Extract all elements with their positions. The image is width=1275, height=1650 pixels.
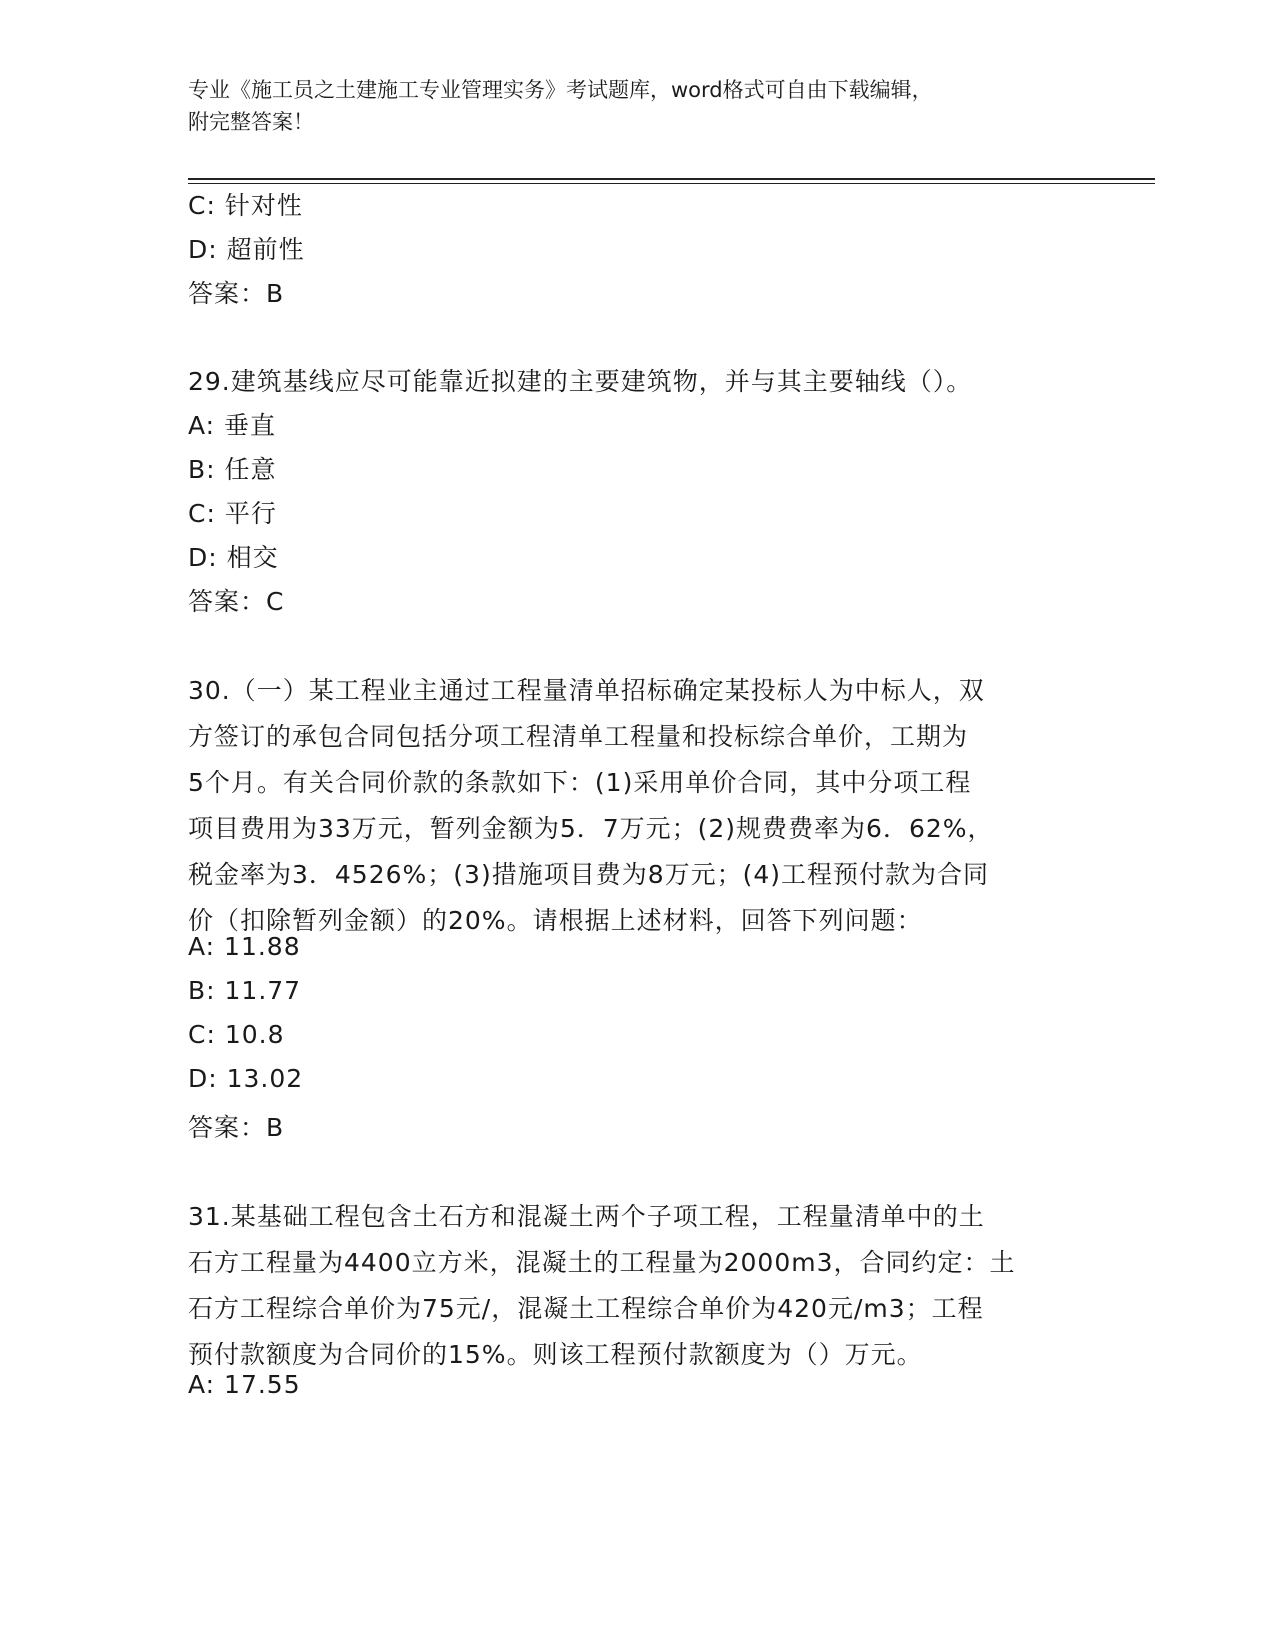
q31-stem-line: 石方工程量为4400立方米，混凝土的工程量为2000m3，合同约定：土 xyxy=(188,1248,1016,1277)
q29-option-a: A: 垂直 xyxy=(188,411,277,440)
q28-option-d: D: 超前性 xyxy=(188,235,305,264)
page-header xyxy=(188,74,1068,138)
header-divider xyxy=(188,178,1155,180)
q30-stem-line: 项目费用为33万元，暂列金额为5．7万元；(2)规费费率为6．62%， xyxy=(188,814,994,843)
q31-stem-line: 预付款额度为合同价的15%。则该工程预付款额度为（）万元。 xyxy=(188,1340,923,1369)
q30-stem-line: 税金率为3．4526%；(3)措施项目费为8万元；(4)工程预付款为合同 xyxy=(188,860,990,889)
q29-answer: 答案：C xyxy=(188,587,285,616)
q29-stem: 29.建筑基线应尽可能靠近拟建的主要建筑物，并与其主要轴线（）。 xyxy=(188,367,973,396)
q30-stem-line: 价（扣除暂列金额）的20%。请根据上述材料，回答下列问题： xyxy=(188,906,923,935)
q30-option-a: A: 11.88 xyxy=(188,932,301,961)
q30-stem-line: 5个月。有关合同价款的条款如下：(1)采用单价合同，其中分项工程 xyxy=(188,768,972,797)
q31-option-a: A: 17.55 xyxy=(188,1370,301,1399)
q30-option-d: D: 13.02 xyxy=(188,1064,304,1093)
q30-answer: 答案：B xyxy=(188,1113,285,1142)
q28-answer: 答案：B xyxy=(188,279,285,308)
q30-option-c: C: 10.8 xyxy=(188,1020,285,1049)
header-line-1: 专业《施工员之土建施工专业管理实务》考试题库，word格式可自由下载编辑， xyxy=(188,78,933,102)
header-line-2: 附完整答案！ xyxy=(188,110,314,134)
q30-stem-line: 方签订的承包合同包括分项工程清单工程量和投标综合单价，工期为 xyxy=(188,722,969,751)
q30-stem xyxy=(188,668,1088,944)
q30-stem-line: 30.（一）某工程业主通过工程量清单招标确定某投标人为中标人，双 xyxy=(188,676,985,705)
q29-option-d: D: 相交 xyxy=(188,543,279,572)
q31-stem-line: 31.某基础工程包含土石方和混凝土两个子项工程，工程量清单中的土 xyxy=(188,1202,985,1231)
q31-stem xyxy=(188,1194,1088,1378)
q30-option-b: B: 11.77 xyxy=(188,976,302,1005)
q31-stem-line: 石方工程综合单价为75元/，混凝土工程综合单价为420元/m3；工程 xyxy=(188,1294,984,1323)
q28-option-c: C: 针对性 xyxy=(188,191,303,220)
q29-option-c: C: 平行 xyxy=(188,499,277,528)
q29-option-b: B: 任意 xyxy=(188,455,277,484)
header-divider-thin xyxy=(188,183,1155,184)
